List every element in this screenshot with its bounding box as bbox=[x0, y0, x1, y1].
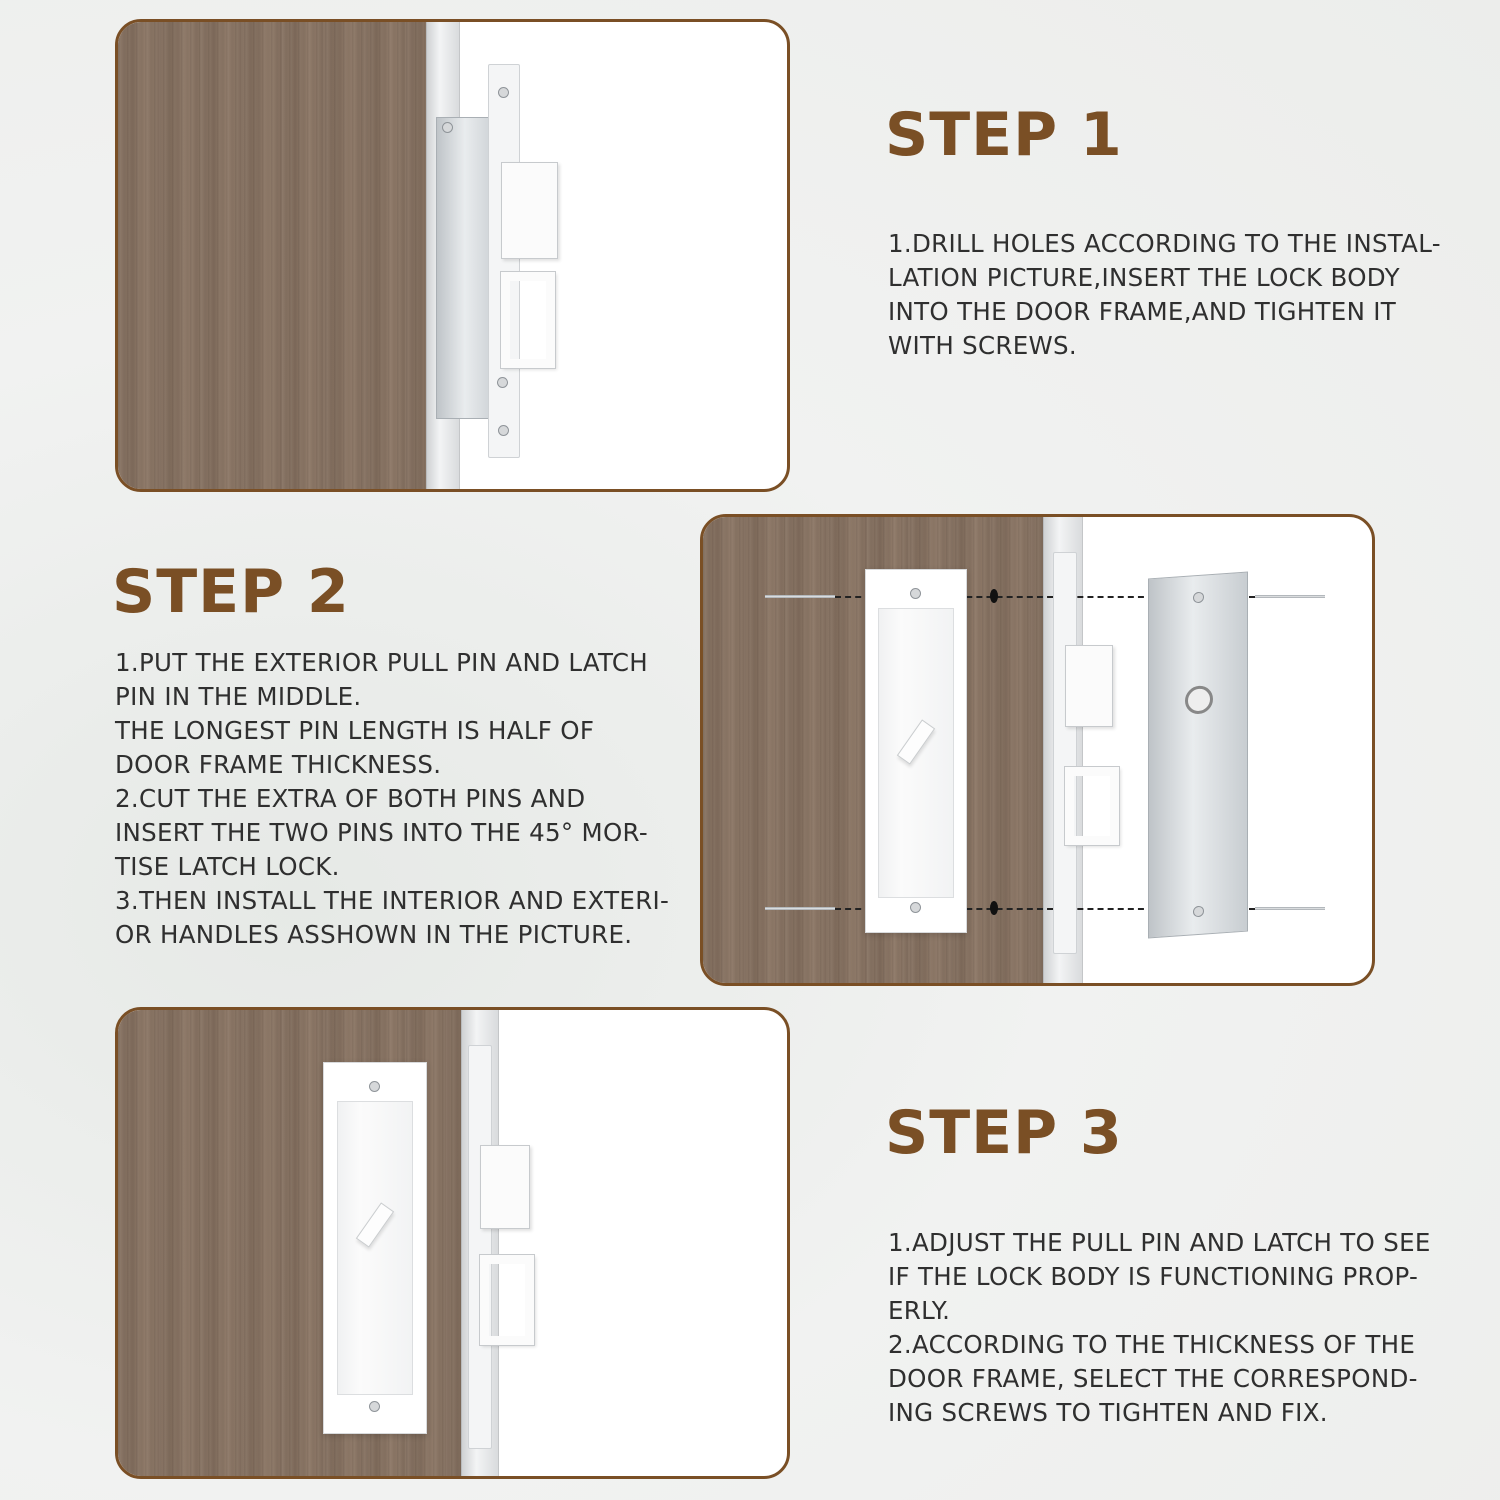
screw-icon bbox=[1193, 906, 1204, 918]
step-2-line: PIN IN THE MIDDLE. bbox=[115, 682, 362, 711]
step-2-line: TISE LATCH LOCK. bbox=[115, 852, 340, 881]
step-1-title: STEP 1 bbox=[885, 100, 1123, 170]
screw-icon bbox=[498, 87, 509, 98]
lock-faceplate bbox=[468, 1045, 492, 1449]
step-3-description bbox=[888, 1226, 1431, 1430]
lock-body-plate bbox=[1148, 572, 1248, 939]
lock-faceplate bbox=[488, 64, 520, 458]
screw-icon bbox=[497, 377, 508, 388]
step-1-line: LATION PICTURE,INSERT THE LOCK BODY bbox=[888, 263, 1400, 292]
spindle-hole bbox=[1185, 685, 1213, 715]
step-2-line: THE LONGEST PIN LENGTH IS HALF OF bbox=[115, 716, 595, 745]
step-2-line: DOOR FRAME THICKNESS. bbox=[115, 750, 442, 779]
step-2-line: 3.THEN INSTALL THE INTERIOR AND EXTERI- bbox=[115, 886, 670, 915]
step-2-line: 2.CUT THE EXTRA OF BOTH PINS AND bbox=[115, 784, 586, 813]
exterior-pull-handle bbox=[865, 569, 967, 933]
step-1-line: INTO THE DOOR FRAME,AND TIGHTEN IT bbox=[888, 297, 1397, 326]
step-3-image bbox=[115, 1007, 790, 1479]
screw-icon bbox=[910, 902, 921, 913]
step-2-image bbox=[700, 514, 1375, 986]
pin-hole-marker bbox=[990, 901, 998, 915]
door-wood-panel bbox=[118, 22, 426, 489]
pin-left-top bbox=[765, 595, 835, 598]
screw-icon bbox=[369, 1081, 380, 1092]
pin-left-bottom bbox=[765, 907, 835, 910]
pin-right-bottom bbox=[1255, 907, 1325, 910]
latch-hook bbox=[480, 1255, 534, 1345]
latch-hook bbox=[501, 272, 555, 368]
step-2-title: STEP 2 bbox=[112, 557, 350, 627]
step-1-line: WITH SCREWS. bbox=[888, 331, 1077, 360]
pin-right-top bbox=[1255, 595, 1325, 598]
step-3-line: 1.ADJUST THE PULL PIN AND LATCH TO SEE bbox=[888, 1228, 1431, 1257]
screw-icon bbox=[910, 588, 921, 599]
step-2-line: INSERT THE TWO PINS INTO THE 45° MOR- bbox=[115, 818, 649, 847]
latch-hook bbox=[1065, 767, 1119, 845]
latch-block bbox=[1065, 645, 1113, 727]
screw-icon bbox=[498, 425, 509, 436]
step-2-line: OR HANDLES ASSHOWN IN THE PICTURE. bbox=[115, 920, 633, 949]
handle-recess bbox=[337, 1101, 413, 1395]
step-3-line: IF THE LOCK BODY IS FUNCTIONING PROP- bbox=[888, 1262, 1419, 1291]
screw-icon bbox=[442, 122, 453, 133]
step-2-line: 1.PUT THE EXTERIOR PULL PIN AND LATCH bbox=[115, 648, 648, 677]
lock-faceplate bbox=[1053, 552, 1077, 954]
exterior-pull-handle bbox=[323, 1062, 427, 1434]
step-3-line: ING SCREWS TO TIGHTEN AND FIX. bbox=[888, 1398, 1328, 1427]
step-1-line: 1.DRILL HOLES ACCORDING TO THE INSTAL- bbox=[888, 229, 1441, 258]
latch-block bbox=[480, 1145, 530, 1229]
latch-block bbox=[501, 162, 558, 259]
screw-icon bbox=[369, 1401, 380, 1412]
step-1-description bbox=[888, 227, 1441, 363]
screw-icon bbox=[1193, 592, 1204, 604]
step-3-title: STEP 3 bbox=[885, 1098, 1123, 1168]
step-3-line: 2.ACCORDING TO THE THICKNESS OF THE bbox=[888, 1330, 1416, 1359]
step-2-description bbox=[115, 646, 669, 952]
step-3-line: ERLY. bbox=[888, 1296, 951, 1325]
pin-hole-marker bbox=[990, 589, 998, 603]
step-3-line: DOOR FRAME, SELECT THE CORRESPOND- bbox=[888, 1364, 1418, 1393]
step-1-image bbox=[115, 19, 790, 492]
